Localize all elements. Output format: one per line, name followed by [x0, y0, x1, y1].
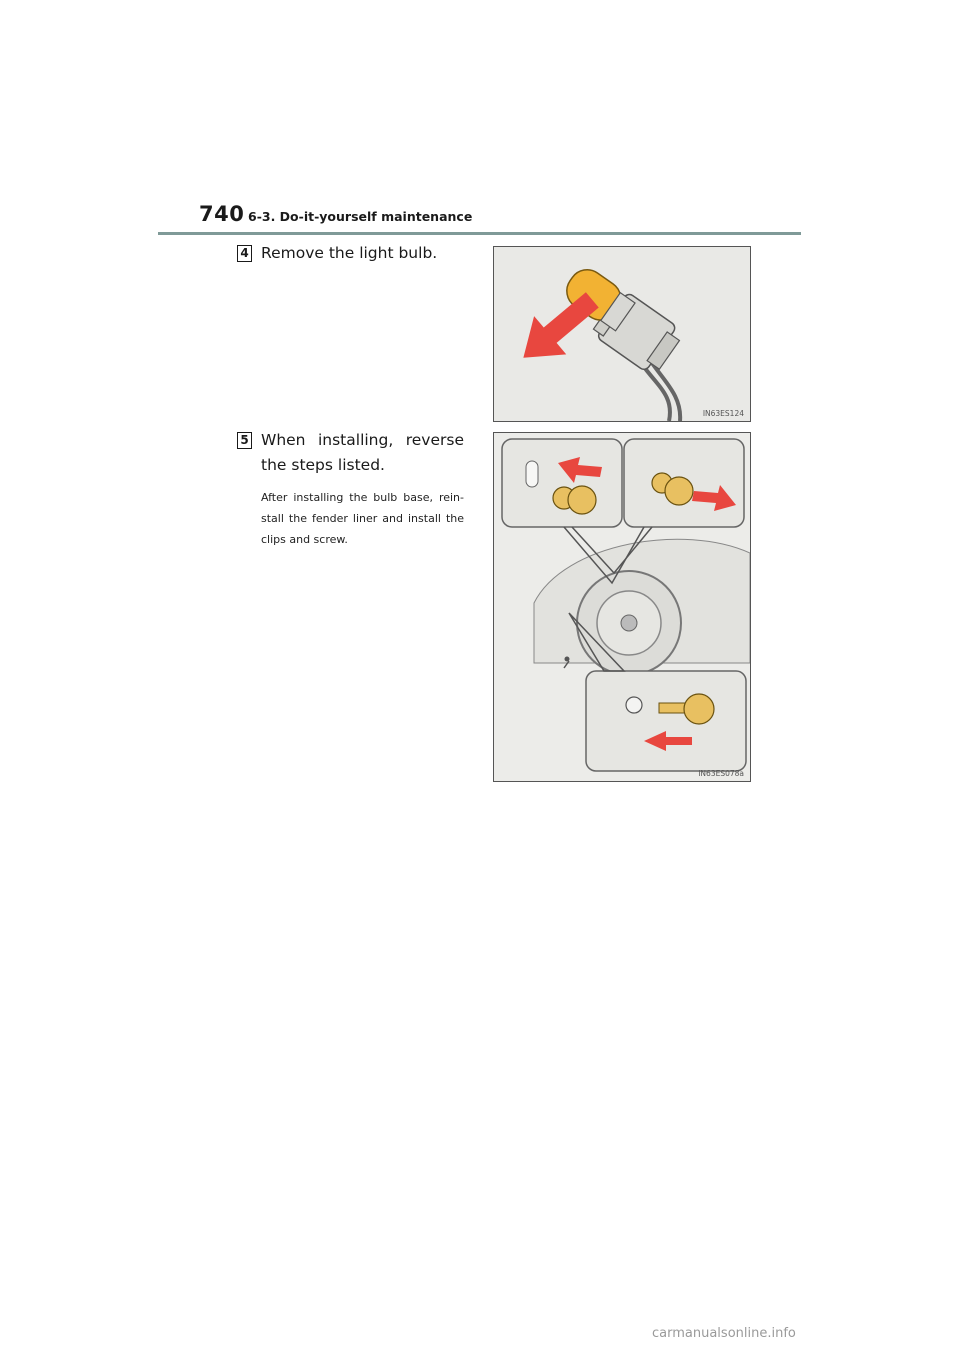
- figure-code-2: IN63ES078a: [698, 769, 744, 778]
- step-4-badge: 4: [237, 245, 252, 262]
- step-5-note: After installing the bulb base, rein-stall the fender liner and install the clips and screw.: [261, 491, 464, 546]
- remove-bulb-figure: [493, 246, 751, 422]
- bulb-illustration: [494, 247, 750, 421]
- header-divider: [158, 232, 801, 235]
- figure-code-1: IN63ES124: [702, 409, 744, 418]
- step-4-text: Remove the light bulb.: [261, 244, 438, 262]
- section-title: 6-3. Do-it-yourself maintenance: [248, 209, 473, 224]
- watermark: carmanualsonline.info: [652, 1326, 796, 1341]
- fender-clips-illustration: [494, 433, 750, 781]
- page-number: 740: [199, 202, 245, 226]
- step-5-badge: 5: [237, 432, 252, 449]
- install-clips-figure: [493, 432, 751, 782]
- step-5-text: When installing, reverse the steps listed.: [261, 431, 464, 474]
